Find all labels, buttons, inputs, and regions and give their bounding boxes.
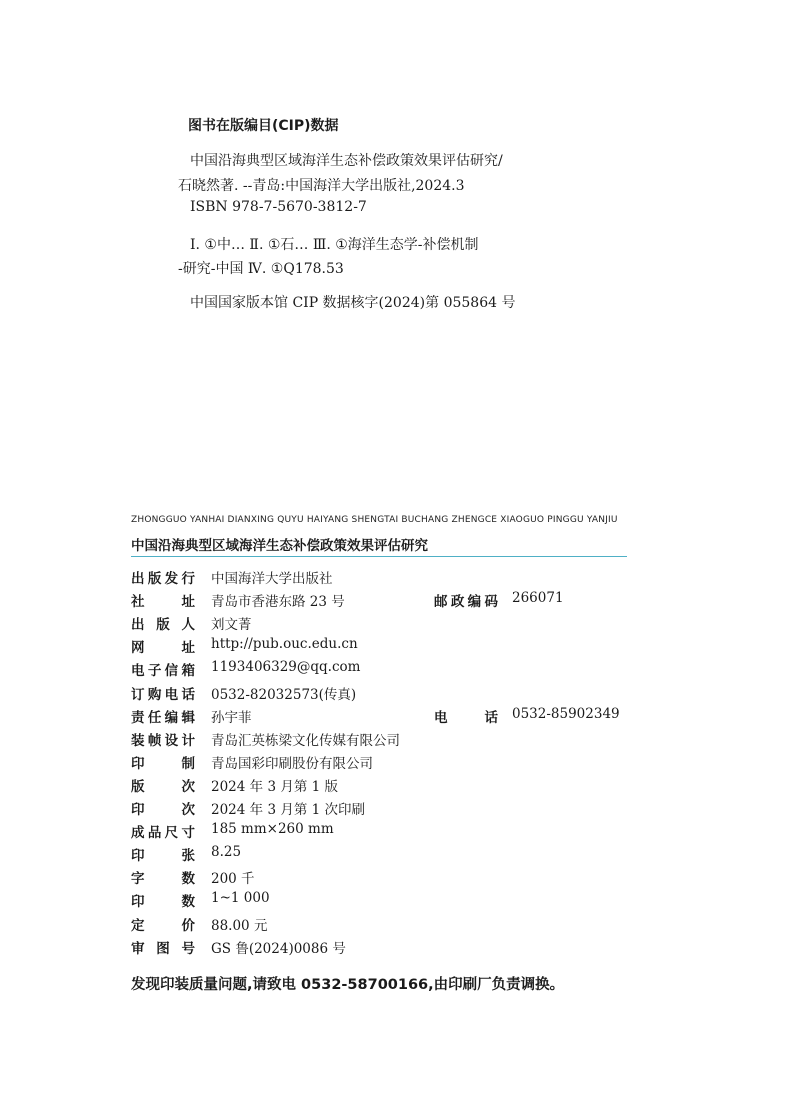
- row-label-char: 码: [484, 594, 498, 611]
- row-label: [131, 590, 195, 610]
- row-label-char: 成: [131, 825, 145, 842]
- row-label-char: 购: [147, 686, 162, 703]
- row-label-char: 价: [181, 917, 195, 934]
- row-label-char: 号: [181, 940, 195, 957]
- row-label-char: 人: [181, 617, 195, 634]
- quality-notice: 发现印装质量问题,请致电 0532-58700166,由印刷厂负责调换。: [131, 977, 565, 993]
- row-value: 2024 年 3 月第 1 版: [211, 778, 338, 795]
- row-label: [131, 844, 195, 864]
- row-label: [131, 775, 195, 795]
- row-value-secondary: 266071: [512, 590, 564, 607]
- row-label-char: 张: [181, 848, 195, 865]
- row-label: [131, 706, 195, 726]
- row-label-char: 编: [467, 594, 482, 611]
- row-value: 0532-82032573(传真): [211, 686, 357, 703]
- row-label-char: 网: [131, 640, 145, 657]
- row-label-char: 定: [131, 917, 145, 934]
- row-label: [131, 890, 195, 910]
- row-label-char: 社: [131, 594, 145, 611]
- row-value: 88.00 元: [211, 917, 268, 934]
- row-label: [131, 798, 195, 818]
- row-label-char: 箱: [181, 663, 195, 680]
- cip-line-author: 石晓然著. --青岛:中国海洋大学出版社,2024.3: [178, 178, 465, 194]
- row-label-secondary: [434, 590, 498, 610]
- row-label: [131, 867, 195, 887]
- row-value: 青岛汇英栋梁文化传媒有限公司: [211, 732, 400, 749]
- row-label-char: 政: [450, 594, 465, 611]
- row-label-secondary: [434, 706, 498, 726]
- cip-line-isbn: ISBN 978-7-5670-3812-7: [190, 199, 367, 215]
- row-label-char: 数: [181, 894, 195, 911]
- row-label-char: 帧: [147, 732, 162, 749]
- row-label-char: 电: [434, 709, 448, 726]
- cip-line-classification: Ⅰ. ①中… Ⅱ. ①石… Ⅲ. ①海洋生态学-补偿机制: [190, 237, 479, 253]
- row-label-char: 子: [147, 663, 162, 680]
- title-divider: [131, 556, 627, 557]
- cip-line-title: 中国沿海典型区域海洋生态补偿政策效果评估研究/: [190, 153, 503, 169]
- row-label-char: 审: [131, 940, 145, 957]
- row-value: 孙宇菲: [211, 709, 252, 726]
- row-label: [131, 636, 195, 656]
- row-value: 2024 年 3 月第 1 次印刷: [211, 802, 365, 818]
- row-label-char: 品: [147, 825, 162, 842]
- row-label: [131, 729, 195, 749]
- row-label: [131, 752, 195, 772]
- row-label-char: 寸: [181, 825, 195, 842]
- row-label-char: 出: [131, 617, 145, 634]
- row-value: GS 鲁(2024)0086 号: [211, 940, 346, 957]
- row-label-char: 电: [131, 663, 145, 680]
- row-value: 中国海洋大学出版社: [211, 571, 333, 587]
- row-label-char: 制: [181, 755, 195, 772]
- cip-line-classification-cont: -研究-中国 Ⅳ. ①Q178.53: [178, 261, 344, 277]
- row-label-char: 责: [131, 709, 145, 726]
- row-value: 刘文菁: [211, 617, 252, 634]
- row-label-char: 图: [156, 940, 170, 957]
- row-value: 青岛国彩印刷股份有限公司: [211, 755, 373, 772]
- row-label: [131, 659, 195, 679]
- row-label-char: 数: [181, 871, 195, 888]
- row-label: [131, 821, 195, 841]
- row-label: [131, 567, 195, 587]
- row-label-char: 印: [131, 802, 145, 818]
- row-label-char: 版: [131, 778, 145, 795]
- cip-line-record-number: 中国国家版本馆 CIP 数据核字(2024)第 055864 号: [190, 295, 516, 311]
- row-value-secondary: 0532-85902349: [512, 705, 620, 722]
- row-label-char: 订: [131, 686, 145, 703]
- row-value: 1193406329@qq.com: [211, 659, 361, 676]
- row-label: [131, 937, 195, 957]
- row-label-char: 次: [181, 802, 195, 818]
- chinese-title: 中国沿海典型区域海洋生态补偿政策效果评估研究: [131, 538, 428, 554]
- row-label: [131, 683, 195, 703]
- row-label-char: 话: [181, 686, 195, 703]
- row-label: [131, 613, 195, 633]
- row-label-char: 版: [156, 617, 170, 634]
- row-label-char: 编: [164, 709, 179, 726]
- row-label-char: 尺: [164, 825, 179, 842]
- row-value: 185 mm×260 mm: [211, 821, 334, 838]
- row-label: [131, 914, 195, 934]
- row-label-char: 计: [181, 732, 195, 749]
- row-label-char: 发: [164, 571, 179, 587]
- row-label-char: 印: [131, 848, 145, 865]
- row-label-char: 装: [131, 732, 145, 749]
- row-label-char: 址: [181, 640, 195, 657]
- row-value: 1~1 000: [211, 890, 270, 907]
- row-label-char: 任: [147, 709, 162, 726]
- row-value: 青岛市香港东路 23 号: [211, 594, 345, 611]
- row-label-char: 设: [164, 732, 179, 749]
- cip-title: 图书在版编目(CIP)数据: [188, 118, 339, 134]
- row-value: 200 千: [211, 871, 255, 888]
- row-label-char: 印: [131, 755, 145, 772]
- row-label-char: 辑: [181, 709, 195, 726]
- row-label-char: 印: [131, 894, 145, 911]
- row-label-char: 出: [131, 571, 145, 587]
- row-value: http://pub.ouc.edu.cn: [211, 636, 358, 653]
- row-label-char: 电: [164, 686, 179, 703]
- row-label-char: 行: [181, 571, 195, 587]
- row-label-char: 次: [181, 778, 195, 795]
- row-label-char: 邮: [434, 594, 448, 611]
- row-label-char: 址: [181, 594, 195, 611]
- row-label-char: 信: [164, 663, 179, 680]
- row-label-char: 版: [147, 571, 162, 587]
- pinyin-title: ZHONGGUO YANHAI DIANXING QUYU HAIYANG SHENGTAI BUCHANG ZHENGCE XIAOGUO PINGGU YANJIU: [131, 515, 618, 525]
- row-value: 8.25: [211, 844, 242, 861]
- row-label-char: 话: [484, 709, 498, 726]
- row-label-char: 字: [131, 871, 145, 888]
